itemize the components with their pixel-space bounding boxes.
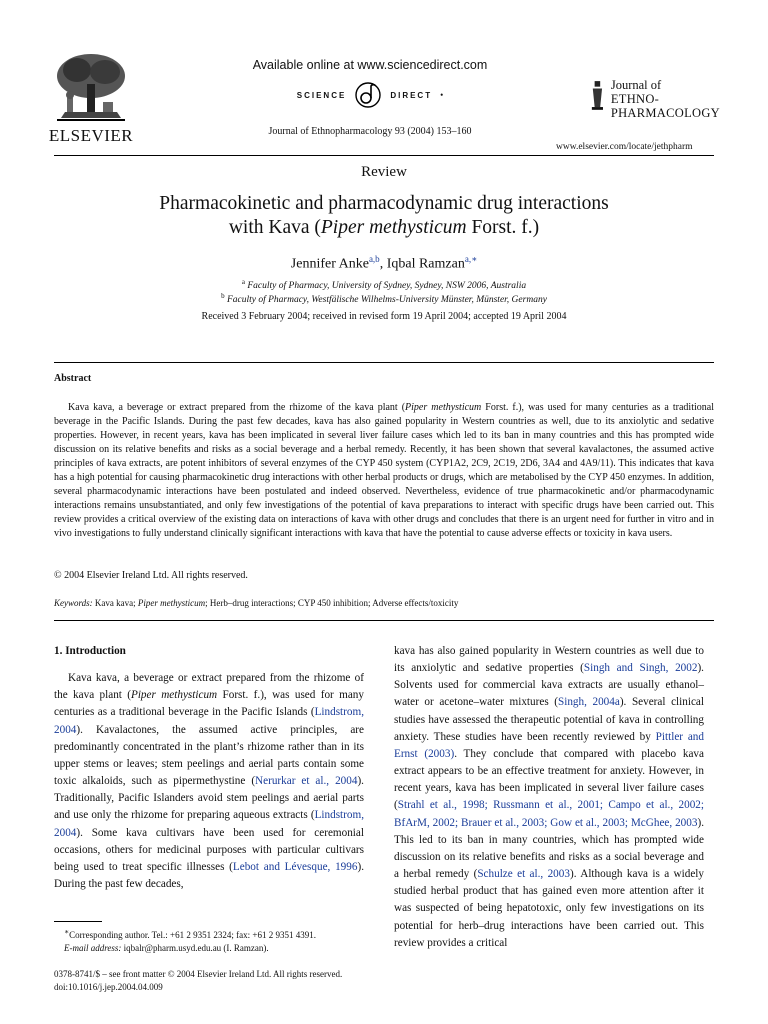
title-line-1: Pharmacokinetic and pharmacodynamic drug interactions: [159, 193, 609, 214]
section-heading: 1. Introduction: [54, 645, 126, 657]
author-affil-link[interactable]: a,b: [368, 254, 380, 264]
citation-link[interactable]: Singh and Singh, 2002: [583, 662, 698, 675]
intro-paragraph-left: Kava kava, a beverage or extract prepared from the rhizome of the kava plant (Piper methysticum Forst. f.), was used for many centuries as a traditional beverage in the Pacific Islands (Lindstrom, 2004). Kavalactones, the assumed active principles, are predominantly concentrated in the plant’s rhizome rather than in its upper stems or leaves; stem peelings and aerial parts contain some toxic alkaloids, such as pipermethystine (Nerurkar et al., 2004). Traditionally, Pacific Islanders avoid stem peelings and aerial parts and use only the rhizome for preparing aqueous extracts (Lindstrom, 2004). Some kava cultivars have been used for ceremonial occasions, others for medicinal purposes with particular cultivars being used to treat specific illnesses (Lebot and Lévesque, 1996). During the past few decades,: [54, 672, 364, 891]
citation-link[interactable]: Singh, 2004a: [557, 696, 620, 709]
journal-logo: [590, 78, 720, 120]
article-type: Review: [361, 164, 407, 180]
journal-name-1: Journal of: [610, 78, 662, 92]
footnote-rule: [54, 921, 102, 922]
abstract-divider: [54, 362, 714, 363]
issn-line: 0378-8741/$ – see front matter © 2004 Elsevier Ireland Ltd. All rights reserved.: [54, 969, 343, 979]
citation-link[interactable]: Pittler and Ernst (2003): [394, 730, 704, 760]
sd-left-word: SCIENCE: [296, 90, 347, 100]
doi-line[interactable]: doi:10.1016/j.jep.2004.04.009: [54, 982, 163, 992]
elsevier-tree-icon: [51, 50, 131, 124]
sd-dot: •: [440, 90, 444, 100]
author-list: Jennifer Anke$^{a,b}$, Iqbal Ramzan$^{a,∗}$: [290, 254, 478, 272]
abstract-copyright: © 2004 Elsevier Ireland Ltd. All rights reserved.: [54, 570, 248, 581]
article-title: [54, 192, 714, 240]
publisher-name: ELSEVIER: [48, 126, 134, 145]
abstract-text: Kava kava, a beverage or extract prepared from the rhizome of the kava plant (Piper methysticum Forst. f.), was used for many centuries as a traditional beverage in the Pacific Islands. During the past few decades, kava has also gained popularity in Western countries as well, due to its anxiolytic and sedative properties. However, in recent years, kava has been implicated in several liver failure cases which led to its ban in many countries and this has prompted wide discussion on its relative benefits and risks as a social beverage and a herbal remedy. Recently, it has been shown that several kavalactones, the assumed active principles of kava extracts, are potent inhibitors of several enzymes of the CYP 450 system (CYP1A2, 2C9, 2C19, 2D6, 3A4 and 4A9/11). This indicates that kava has a high potential for causing pharmacokinetic drug interactions with other herbal products or drugs, which are metabolised by the CYP 450 enzymes. In addition, several pharmacodynamic interactions have been postulated and indeed observed. Nevertheless, evidence of true pharmacokinetic and/or pharmacodynamic interactions remains unsubstantiated, and only few investigations of the potential of kava preparations to interact with specific drugs have been carried out. This review provides a critical overview of the existing data on interactions of kava with other drugs and concludes that there is an urgent need for further in vitro and in vivo investigations to fully understand clinically significant interactions with kava that have the potential to cause adverse effects or toxicity in kava users.: [54, 402, 714, 539]
received-dates: Received 3 February 2004; received in revised form 19 April 2004; accepted 19 April 2004: [201, 311, 567, 322]
keywords: Keywords: Kava kava; Piper methysticum; Herb–drug interactions; CYP 450 inhibition; Adverse effects/toxicity: [54, 598, 459, 608]
journal-url[interactable]: www.elsevier.com/locate/jethpharm: [556, 142, 693, 152]
body-column-left: [54, 643, 364, 893]
sciencedirect-logo[interactable]: [200, 80, 540, 110]
citation-link[interactable]: Lebot and Lévesque, 1996: [232, 860, 358, 873]
elsevier-logo: [48, 50, 134, 146]
body-column-right: [394, 643, 704, 952]
author-affil-link[interactable]: a,∗: [464, 254, 478, 264]
title-line-2: with Kava (Piper methysticum Forst. f.): [228, 217, 540, 238]
journal-name-3: PHARMACOLOGY: [610, 106, 720, 120]
sciencedirect-d-icon: [354, 81, 382, 109]
sd-right-word: DIRECT: [390, 90, 433, 100]
available-online-text[interactable]: Available online at www.sciencedirect.com: [252, 58, 488, 72]
affiliation-a: $^a$ Faculty of Pharmacy, University of Sydney, Sydney, NSW 2006, Australia: [241, 278, 527, 292]
issn-doi-block: [54, 968, 342, 994]
journal-citation: Journal of Ethnopharmacology 93 (2004) 153–160: [268, 126, 472, 137]
author-name: Jennifer Anke: [290, 256, 369, 272]
affiliation-b: $^b$ Faculty of Pharmacy, Westfälische Wilhelms-University Münster, Münster, Germany: [221, 292, 547, 306]
body-divider: [54, 620, 714, 621]
corresponding-author-footnote: ∗Corresponding author. Tel.: +61 2 9351 2324; fax: +61 2 9351 4391. E-mail address: iqbalr@pharm.usyd.edu.au (I. Ramzan).: [64, 927, 316, 953]
journal-name-2: ETHNO-: [610, 92, 660, 106]
citation-link[interactable]: Lindstrom, 2004: [54, 706, 364, 736]
citation-link[interactable]: Nerurkar et al., 2004: [255, 775, 358, 788]
abstract-heading: Abstract: [54, 373, 92, 384]
author-email[interactable]: iqbalr@pharm.usyd.edu.au (I. Ramzan).: [121, 943, 269, 953]
author-name: Iqbal Ramzan: [386, 256, 465, 272]
intro-paragraph-right: kava has also gained popularity in Western countries as well due to its anxiolytic and sedative properties (Singh and Singh, 2002). Solvents used for commercial kava extracts are usually ethanol–water or acetone–water mixtures (Singh, 2004a). Several clinical studies have assessed the therapeutic potential of kava in controlling anxiety. These studies have been recently reviewed by Pittler and Ernst (2003). They conclude that compared with placebo kava extract appears to be an effective treatment for anxiety. However, in recent years, kava has been implicated in several liver failure cases (Strahl et al., 1998; Russmann et al., 2001; Campo et al., 2002; BfArM, 2002; Brauer et al., 2003; Gow et al., 2003; McGhee, 2003). This led to its ban in many countries, which has prompted wide discussion on its relative benefits and risks as a social beverage and a herbal remedy (Schulze et al., 2003). Although kava is a widely studied herbal product that has gained even more attention after it was suspected of being hepatotoxic, only few investigations on its potential for herb–drug interactions have been carried out. This review provides a critical: [394, 645, 704, 949]
header-divider: [54, 155, 714, 156]
journal-masthead: [200, 58, 540, 137]
citation-link[interactable]: Lindstrom, 2004: [54, 809, 364, 839]
citation-link[interactable]: Schulze et al., 2003: [477, 868, 570, 881]
journal-emblem-icon: [590, 78, 605, 112]
citation-link[interactable]: Strahl et al., 1998; Russmann et al., 2001; Campo et al., 2002; BfArM, 2002; Brauer et al., 2003; Gow et al., 2003; McGhee, 2003: [394, 799, 704, 829]
